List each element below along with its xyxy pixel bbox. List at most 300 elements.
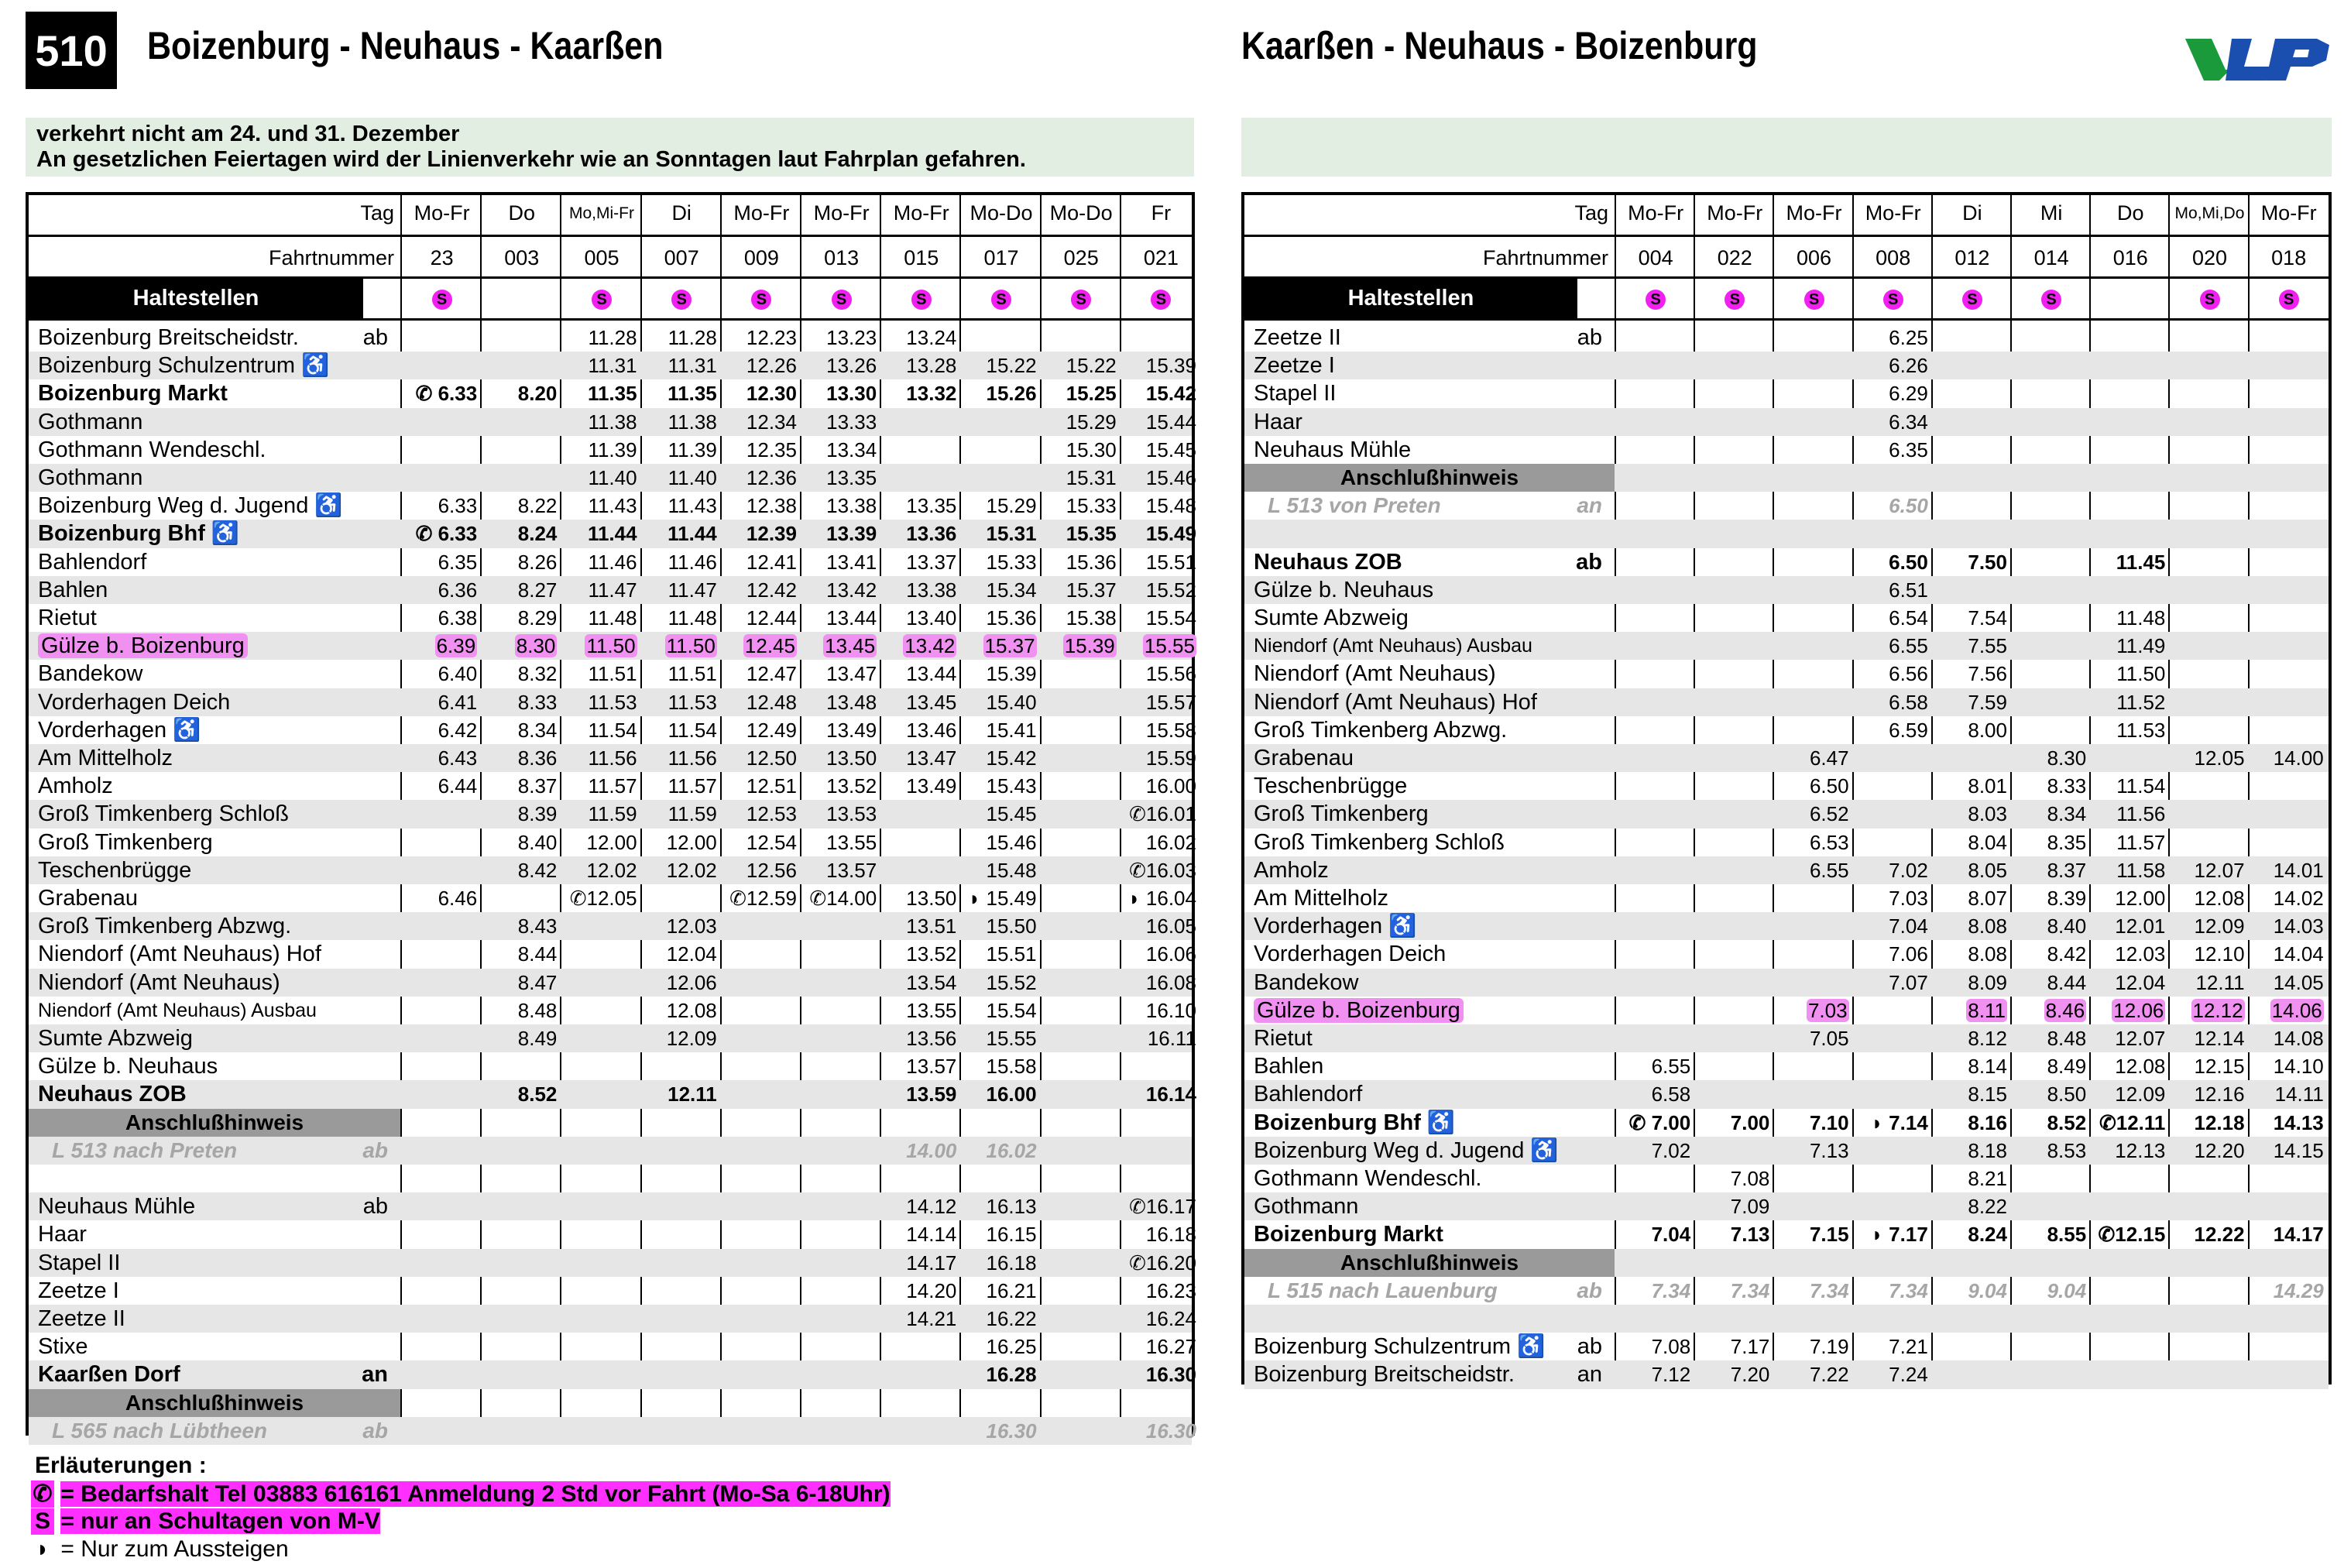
school-day-icon: S [1962, 290, 1982, 310]
time-value: 12.02 [666, 858, 717, 882]
connection-line [52, 1419, 394, 1443]
departure-time [961, 1220, 1041, 1248]
departure-time [1854, 324, 1933, 352]
stop-name [38, 352, 394, 379]
stop-name [38, 829, 394, 856]
school-day-icon: S [991, 290, 1011, 310]
time-value: 6.55 [1889, 634, 1928, 658]
stop-label: Haar [1254, 409, 1302, 434]
time-value: 15.54 [986, 998, 1037, 1022]
stop-name [38, 800, 394, 828]
time-value: 13.55 [826, 830, 877, 854]
time-value: 15.39 [1145, 354, 1196, 378]
stop-name [38, 408, 394, 436]
departure-time [402, 604, 482, 632]
departure-time [1121, 1220, 1201, 1248]
stop-label: Zeetze I [38, 1278, 119, 1303]
stops-header: Haltestellen [29, 279, 363, 318]
departure-time [2091, 969, 2170, 997]
departure-time [1933, 1024, 2012, 1052]
time-value: ✆ 6.33 [415, 522, 478, 546]
time-value: 8.18 [1968, 1138, 2007, 1162]
departure-time [2170, 1052, 2249, 1080]
time-value: 8.47 [517, 970, 558, 994]
departure-time [1121, 1080, 1201, 1108]
departure-time [2012, 969, 2091, 997]
day-cell: Mi [2040, 201, 2063, 225]
departure-time [801, 520, 881, 547]
time-value: 15.49 [1145, 522, 1196, 546]
time-value: 8.08 [1968, 914, 2007, 938]
time-value: 15.42 [986, 746, 1037, 770]
departure-time [961, 632, 1041, 660]
departure-time [2091, 548, 2170, 576]
departure-time [722, 324, 801, 352]
time-value: 11.46 [588, 550, 637, 574]
departure-time [722, 604, 801, 632]
stop-name [38, 1333, 394, 1360]
time-value: 8.50 [2047, 1083, 2087, 1107]
school-day-icon: S [671, 290, 692, 310]
stop-label: Neuhaus Mühle [1254, 437, 1412, 462]
time-value: 12.03 [666, 914, 717, 938]
time-value: 11.59 [668, 802, 717, 826]
time-value: 12.47 [746, 662, 797, 686]
time-value: 12.26 [746, 354, 797, 378]
time-value: 16.06 [1145, 942, 1196, 966]
departure-time [561, 744, 641, 772]
time-value: 7.15 [1809, 1223, 1849, 1247]
departure-time [1695, 1220, 1774, 1248]
connection-name: L 513 von Preten [1268, 493, 1441, 518]
time-value: 15.35 [1066, 522, 1117, 546]
time-value: 16.27 [1145, 1335, 1196, 1359]
departure-time [2091, 1080, 2170, 1108]
departure-time [881, 688, 961, 716]
time-value: 11.49 [2116, 634, 2166, 658]
time-value: 8.00 [1968, 718, 2007, 742]
departure-time [482, 856, 561, 884]
time-value: 13.55 [906, 998, 957, 1022]
stop-label: Sumte Abzweig [1254, 606, 1409, 630]
departure-time [2091, 604, 2170, 632]
stop-name [1254, 632, 1608, 660]
time-value: 13.57 [906, 1055, 957, 1079]
time-value: 15.29 [1066, 410, 1117, 434]
time-value: 14.04 [2273, 942, 2324, 966]
stop-name [38, 884, 394, 912]
time-value: 12.04 [666, 942, 717, 966]
stop-label: Bandekow [1254, 969, 1359, 995]
time-value: 15.39 [1064, 634, 1115, 658]
time-value: 15.48 [1145, 494, 1196, 518]
time-value: 13.42 [826, 578, 877, 602]
stop-name [1254, 829, 1608, 856]
departure-time [961, 744, 1041, 772]
day-cell: Mo-Do [970, 201, 1033, 225]
departure-time [1933, 1165, 2012, 1192]
day-cell: Mo-Fr [893, 201, 949, 225]
departure-time [2091, 800, 2170, 828]
trip-number-cell: 23 [430, 246, 454, 269]
arrival-departure-marker: ab [1577, 1334, 1602, 1360]
time-value: 12.23 [746, 326, 797, 349]
time-value: 12.22 [2194, 1223, 2245, 1247]
departure-time [642, 800, 722, 828]
stop-name [38, 1220, 394, 1248]
stop-name [38, 969, 394, 997]
departure-time [801, 884, 881, 912]
stop-name [38, 1305, 394, 1333]
departure-time [402, 660, 482, 688]
time-value: 8.12 [1968, 1027, 2007, 1050]
departure-time [722, 800, 801, 828]
time-value: 7.05 [1809, 1027, 1849, 1050]
time-value: 13.37 [906, 550, 957, 574]
time-value: 13.44 [906, 662, 957, 686]
departure-time [1854, 408, 1933, 436]
stop-name [1254, 352, 1608, 379]
time-value: 12.30 [746, 382, 797, 406]
departure-time [881, 604, 961, 632]
time-value: 7.34 [1809, 1278, 1849, 1302]
time-value: 8.24 [517, 522, 558, 546]
departure-time [402, 632, 482, 660]
time-value: 13.49 [826, 718, 877, 742]
departure-time [2250, 1080, 2329, 1108]
time-value: 13.34 [826, 437, 877, 461]
stop-label: Bahlendorf [38, 549, 147, 575]
departure-time [1042, 604, 1121, 632]
time-value: 11.59 [588, 802, 637, 826]
departure-time [2170, 969, 2249, 997]
stop-name [1254, 940, 1608, 968]
time-value: 15.51 [986, 942, 1037, 966]
time-value: 15.34 [986, 578, 1037, 602]
departure-time [881, 716, 961, 744]
time-value: 13.39 [826, 522, 877, 546]
trip-number-cell: 017 [983, 246, 1019, 269]
departure-time [2170, 1080, 2249, 1108]
departure-time [642, 632, 722, 660]
departure-time [2250, 912, 2329, 940]
departure-time [482, 688, 561, 716]
time-value: 15.41 [986, 718, 1037, 742]
trip-number-label: Fahrtnummer [268, 246, 394, 269]
departure-time [482, 772, 561, 800]
departure-time [1774, 856, 1853, 884]
stop-label: Niendorf (Amt Neuhaus) Ausbau [38, 999, 317, 1021]
departure-time [1933, 1137, 2012, 1165]
departure-time [2012, 829, 2091, 856]
stop-label: Boizenburg Markt [1254, 1222, 1443, 1247]
time-value: 12.54 [746, 830, 797, 854]
stop-label: Bahlen [38, 577, 108, 602]
time-value: 7.04 [1651, 1223, 1691, 1247]
time-value: ✆12.15 [2098, 1223, 2166, 1247]
departure-time [1121, 716, 1201, 744]
departure-time [642, 940, 722, 968]
time-value: 11.47 [668, 578, 717, 602]
time-value: 12.41 [746, 550, 797, 574]
departure-time [1854, 1360, 1933, 1388]
departure-time [561, 352, 641, 379]
time-value: 12.44 [746, 606, 797, 630]
connection-line [52, 1138, 394, 1163]
departure-time [722, 829, 801, 856]
departure-time [722, 408, 801, 436]
departure-time [961, 884, 1041, 912]
time-value: 7.07 [1889, 970, 1928, 994]
departure-time [881, 744, 961, 772]
time-value: 15.54 [1145, 606, 1196, 630]
time-value: 14.00 [906, 1138, 957, 1162]
time-value: 13.32 [906, 382, 957, 406]
departure-time [2250, 884, 2329, 912]
time-value: 7.19 [1809, 1335, 1849, 1359]
departure-time [961, 688, 1041, 716]
departure-time [881, 1249, 961, 1277]
departure-time [1933, 1220, 2012, 1248]
departure-time [1121, 1417, 1201, 1445]
time-value: 11.43 [588, 494, 637, 518]
time-value: 12.09 [2194, 914, 2245, 938]
time-value: 15.31 [986, 522, 1037, 546]
departure-time [1933, 772, 2012, 800]
time-value: 8.26 [517, 550, 558, 574]
departure-time [961, 660, 1041, 688]
time-value: ✆12.11 [2099, 1110, 2166, 1134]
time-value: 7.10 [1809, 1110, 1849, 1134]
time-value: 15.39 [986, 662, 1037, 686]
departure-time [1695, 1165, 1774, 1192]
time-value: 13.56 [906, 1027, 957, 1050]
time-value: 11.51 [668, 662, 717, 686]
stop-name [38, 744, 394, 772]
time-value: 12.06 [666, 970, 717, 994]
departure-time [1854, 1109, 1933, 1137]
time-value: 8.14 [1968, 1055, 2007, 1079]
departure-time [961, 1305, 1041, 1333]
time-value: 14.29 [2273, 1278, 2324, 1302]
time-value: ✆12.59 [729, 887, 797, 910]
departure-time [1854, 688, 1933, 716]
time-value: 15.55 [986, 1027, 1037, 1050]
time-value: 12.14 [2194, 1027, 2245, 1050]
time-value: 7.02 [1889, 858, 1928, 882]
time-value: 13.50 [906, 887, 957, 910]
departure-time [801, 604, 881, 632]
departure-time [881, 492, 961, 520]
time-value: 12.01 [2115, 914, 2166, 938]
stop-label: Sumte Abzweig [38, 1026, 193, 1051]
trip-number-cell: 006 [1796, 246, 1832, 269]
departure-time [1121, 969, 1201, 997]
departure-time [561, 604, 641, 632]
time-value: 11.56 [2116, 802, 2166, 826]
time-value: 11.51 [588, 662, 637, 686]
time-value: 11.43 [668, 494, 717, 518]
school-day-icon: S [2041, 290, 2061, 310]
departure-time [2012, 940, 2091, 968]
stop-label: Groß Timkenberg Abzwg. [38, 914, 292, 939]
time-value: 16.08 [1145, 970, 1196, 994]
time-value: 12.08 [2194, 887, 2245, 910]
time-value: 16.30 [1145, 1419, 1196, 1443]
stop-name [1254, 436, 1608, 464]
time-value: 11.56 [668, 746, 717, 770]
departure-time [801, 772, 881, 800]
arrival-departure-marker: ab [362, 1194, 388, 1220]
stop-label: Grabenau [38, 886, 138, 911]
time-value: ✆12.05 [569, 887, 637, 910]
departure-time [1774, 1024, 1853, 1052]
time-value: 9.04 [1968, 1278, 2007, 1302]
stop-name [38, 688, 394, 716]
stop-name [1254, 800, 1608, 828]
time-value: 14.05 [2273, 970, 2324, 994]
time-value: 15.44 [1145, 410, 1196, 434]
departure-time [881, 997, 961, 1024]
departure-time [1854, 912, 1933, 940]
time-value: 6.58 [1651, 1083, 1691, 1107]
departure-time [1121, 940, 1201, 968]
time-value: 6.44 [438, 774, 478, 798]
time-value: 13.59 [906, 1083, 957, 1107]
stop-label: Gothmann [38, 409, 143, 434]
departure-time [2250, 744, 2329, 772]
departure-time [961, 969, 1041, 997]
time-value: 12.38 [746, 494, 797, 518]
stop-label: Vorderhagen Deich [38, 689, 231, 715]
time-value: 13.44 [826, 606, 877, 630]
time-value: 8.37 [517, 774, 558, 798]
time-value: 15.43 [986, 774, 1037, 798]
departure-time [561, 772, 641, 800]
departure-time [961, 520, 1041, 547]
time-value: 11.58 [2116, 858, 2166, 882]
stop-name [1254, 716, 1608, 744]
departure-time [2250, 997, 2329, 1024]
departure-time [642, 436, 722, 464]
departure-time [881, 1080, 961, 1108]
time-value: 15.59 [1145, 746, 1196, 770]
departure-time [482, 716, 561, 744]
departure-time [1121, 464, 1201, 492]
departure-time [2170, 744, 2249, 772]
departure-time [1933, 604, 2012, 632]
departure-time [2012, 772, 2091, 800]
departure-time [2012, 1109, 2091, 1137]
time-value: 13.49 [906, 774, 957, 798]
day-cell: Mo-Fr [1865, 201, 1921, 225]
time-value: 14.00 [2273, 746, 2324, 770]
stop-label: Boizenburg Weg d. Jugend ♿ [1254, 1137, 1559, 1163]
departure-time [1933, 1080, 2012, 1108]
departure-time [1042, 408, 1121, 436]
stop-name [1254, 772, 1608, 800]
time-value: 7.08 [1651, 1335, 1691, 1359]
departure-time [801, 856, 881, 884]
departure-time [482, 379, 561, 407]
time-value: 11.53 [2116, 718, 2166, 742]
departure-time [2012, 1137, 2091, 1165]
departure-time [1121, 408, 1201, 436]
departure-time [1695, 1109, 1774, 1137]
departure-time [1854, 604, 1933, 632]
departure-time [1774, 997, 1853, 1024]
trip-number-cell: 016 [2112, 246, 2148, 269]
time-value: 6.26 [1889, 354, 1928, 378]
time-value: 14.17 [2273, 1223, 2324, 1247]
departure-time [482, 800, 561, 828]
time-value: 15.45 [1145, 437, 1196, 461]
departure-time [1616, 1137, 1695, 1165]
stop-name [38, 940, 394, 968]
stop-name [38, 436, 394, 464]
departure-time [1774, 1137, 1853, 1165]
departure-time [722, 548, 801, 576]
time-value: 13.35 [906, 494, 957, 518]
departure-time [1854, 716, 1933, 744]
departure-time [1121, 1360, 1201, 1388]
departure-time [1854, 884, 1933, 912]
time-value: 12.11 [668, 1083, 717, 1107]
departure-time [1121, 1333, 1201, 1360]
time-value: ✆16.20 [1129, 1251, 1196, 1275]
departure-time [1042, 576, 1121, 604]
time-value: 13.53 [826, 802, 877, 826]
arrival-departure-marker: ab [1576, 549, 1602, 575]
stop-name [38, 520, 394, 547]
stop-name [1254, 1109, 1608, 1137]
departure-time [2250, 856, 2329, 884]
time-value: 6.46 [438, 887, 478, 910]
time-value: 8.08 [1968, 942, 2007, 966]
time-value: ◗ 16.04 [1127, 887, 1196, 910]
time-value: 11.50 [666, 634, 716, 658]
time-value: 15.37 [984, 634, 1035, 658]
stop-label: Amholz [1254, 857, 1329, 883]
time-value: 13.51 [906, 914, 957, 938]
stop-label: Boizenburg Breitscheidstr. [1254, 1362, 1515, 1388]
time-value: 7.34 [1889, 1278, 1928, 1302]
time-value: 16.25 [986, 1335, 1037, 1359]
stop-name [38, 492, 394, 520]
departure-time [1933, 912, 2012, 940]
stop-name [38, 912, 394, 940]
time-value: 15.33 [986, 550, 1037, 574]
time-value: 11.48 [2116, 606, 2166, 630]
time-value: 6.33 [438, 494, 478, 518]
line-number-badge: 510 [26, 12, 117, 89]
departure-time [961, 997, 1041, 1024]
departure-time [1616, 1220, 1695, 1248]
time-value: 15.33 [1066, 494, 1117, 518]
departure-time [1933, 660, 2012, 688]
connection-name: L 513 nach Preten [52, 1137, 238, 1162]
departure-time [801, 408, 881, 436]
departure-time [1121, 884, 1201, 912]
trip-number-cell: 009 [743, 246, 779, 269]
time-value: 16.30 [1145, 1363, 1196, 1387]
time-value: 6.35 [1889, 437, 1928, 461]
departure-time [642, 660, 722, 688]
departure-time [1121, 800, 1201, 828]
departure-time [642, 688, 722, 716]
time-value: 7.13 [1809, 1138, 1849, 1162]
departure-time [1042, 492, 1121, 520]
